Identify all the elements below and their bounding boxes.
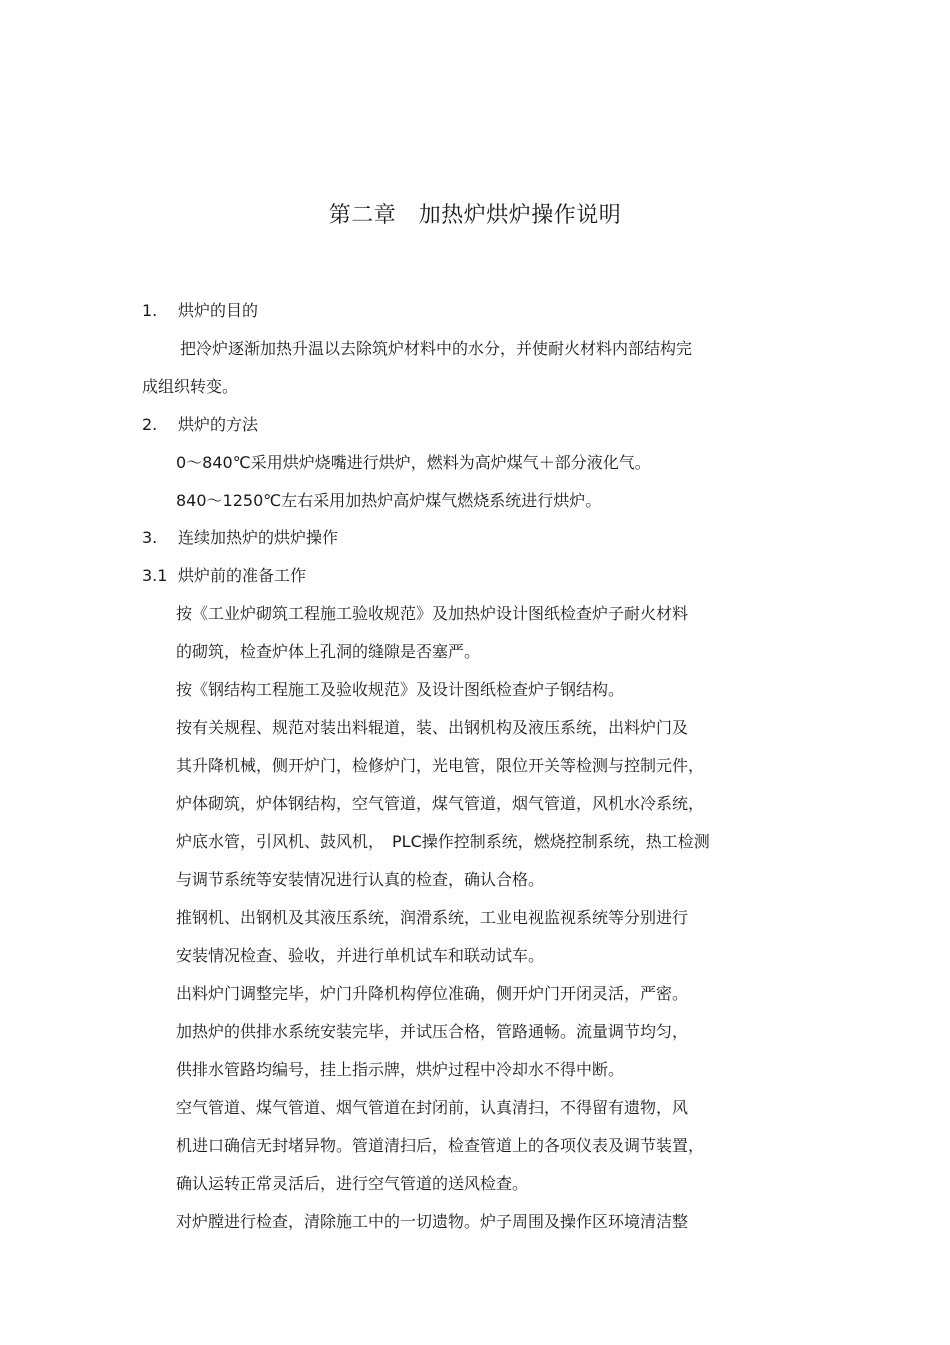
section-3-heading bbox=[142, 526, 338, 550]
section-3-1-heading bbox=[142, 564, 306, 588]
paragraph-line: 840～1250℃左右采用加热炉高炉煤气燃烧系统进行烘炉。 bbox=[176, 491, 602, 510]
paragraph-line: 炉体砌筑，炉体钢结构，空气管道，煤气管道，烟气管道，风机水冷系统， bbox=[176, 794, 705, 813]
section-number: 1. bbox=[142, 301, 158, 320]
section-number: 3.1 bbox=[142, 566, 168, 585]
paragraph-line: 与调节系统等安装情况进行认真的检查，确认合格。 bbox=[176, 870, 545, 889]
paragraph-line: 按《钢结构工程施工及验收规范》及设计图纸检查炉子钢结构。 bbox=[176, 680, 625, 699]
paragraph-line: 安装情况检查、验收，并进行单机试车和联动试车。 bbox=[176, 946, 545, 965]
paragraph-line: 按有关规程、规范对装出料辊道，装、出钢机构及液压系统，出料炉门及 bbox=[176, 718, 689, 737]
section-number: 2. bbox=[142, 415, 158, 434]
paragraph-line: 确认运转正常灵活后，进行空气管道的送风检查。 bbox=[176, 1174, 529, 1193]
paragraph-line: 加热炉的供排水系统安装完毕，并试压合格，管路通畅。流量调节均匀， bbox=[176, 1022, 689, 1041]
section-title: 烘炉的方法 bbox=[178, 415, 259, 434]
paragraph-line: 的砌筑，检查炉体上孔洞的缝隙是否塞严。 bbox=[176, 642, 481, 661]
paragraph-line: 机进口确信无封堵异物。管道清扫后，检查管道上的各项仪表及调节装置， bbox=[176, 1136, 705, 1155]
section-title: 连续加热炉的烘炉操作 bbox=[178, 528, 339, 547]
paragraph-line: 空气管道、煤气管道、烟气管道在封闭前，认真清扫，不得留有遗物，风 bbox=[176, 1098, 689, 1117]
section-title: 烘炉的目的 bbox=[178, 301, 259, 320]
paragraph-line: 把冷炉逐渐加热升温以去除筑炉材料中的水分，并使耐火材料内部结构完 bbox=[180, 339, 693, 358]
paragraph-line: 其升降机械，侧开炉门，检修炉门，光电管，限位开关等检测与控制元件， bbox=[176, 756, 705, 775]
paragraph-line: 0～840℃采用烘炉烧嘴进行烘炉，燃料为高炉煤气＋部分液化气。 bbox=[176, 453, 651, 472]
section-1-heading bbox=[142, 299, 258, 323]
chapter-title: 第二章 加热炉烘炉操作说明 bbox=[328, 203, 622, 228]
section-title: 烘炉前的准备工作 bbox=[178, 566, 307, 585]
paragraph-line: 按《工业炉砌筑工程施工验收规范》及加热炉设计图纸检查炉子耐火材料 bbox=[176, 604, 689, 623]
paragraph-line: 炉底水管，引风机、鼓风机， PLC操作控制系统，燃烧控制系统，热工检测 bbox=[176, 832, 710, 851]
section-2-heading bbox=[142, 413, 258, 437]
paragraph-line: 出料炉门调整完毕，炉门升降机构停位准确，侧开炉门开闭灵活，严密。 bbox=[176, 984, 689, 1003]
paragraph-line: 推钢机、出钢机及其液压系统，润滑系统，工业电视监视系统等分别进行 bbox=[176, 908, 689, 927]
paragraph-line: 成组织转变。 bbox=[142, 377, 239, 396]
paragraph-line: 对炉膛进行检查，清除施工中的一切遗物。炉子周围及操作区环境清洁整 bbox=[176, 1212, 689, 1231]
section-number: 3. bbox=[142, 528, 158, 547]
paragraph-line: 供排水管路均编号，挂上指示牌，烘炉过程中冷却水不得中断。 bbox=[176, 1060, 625, 1079]
